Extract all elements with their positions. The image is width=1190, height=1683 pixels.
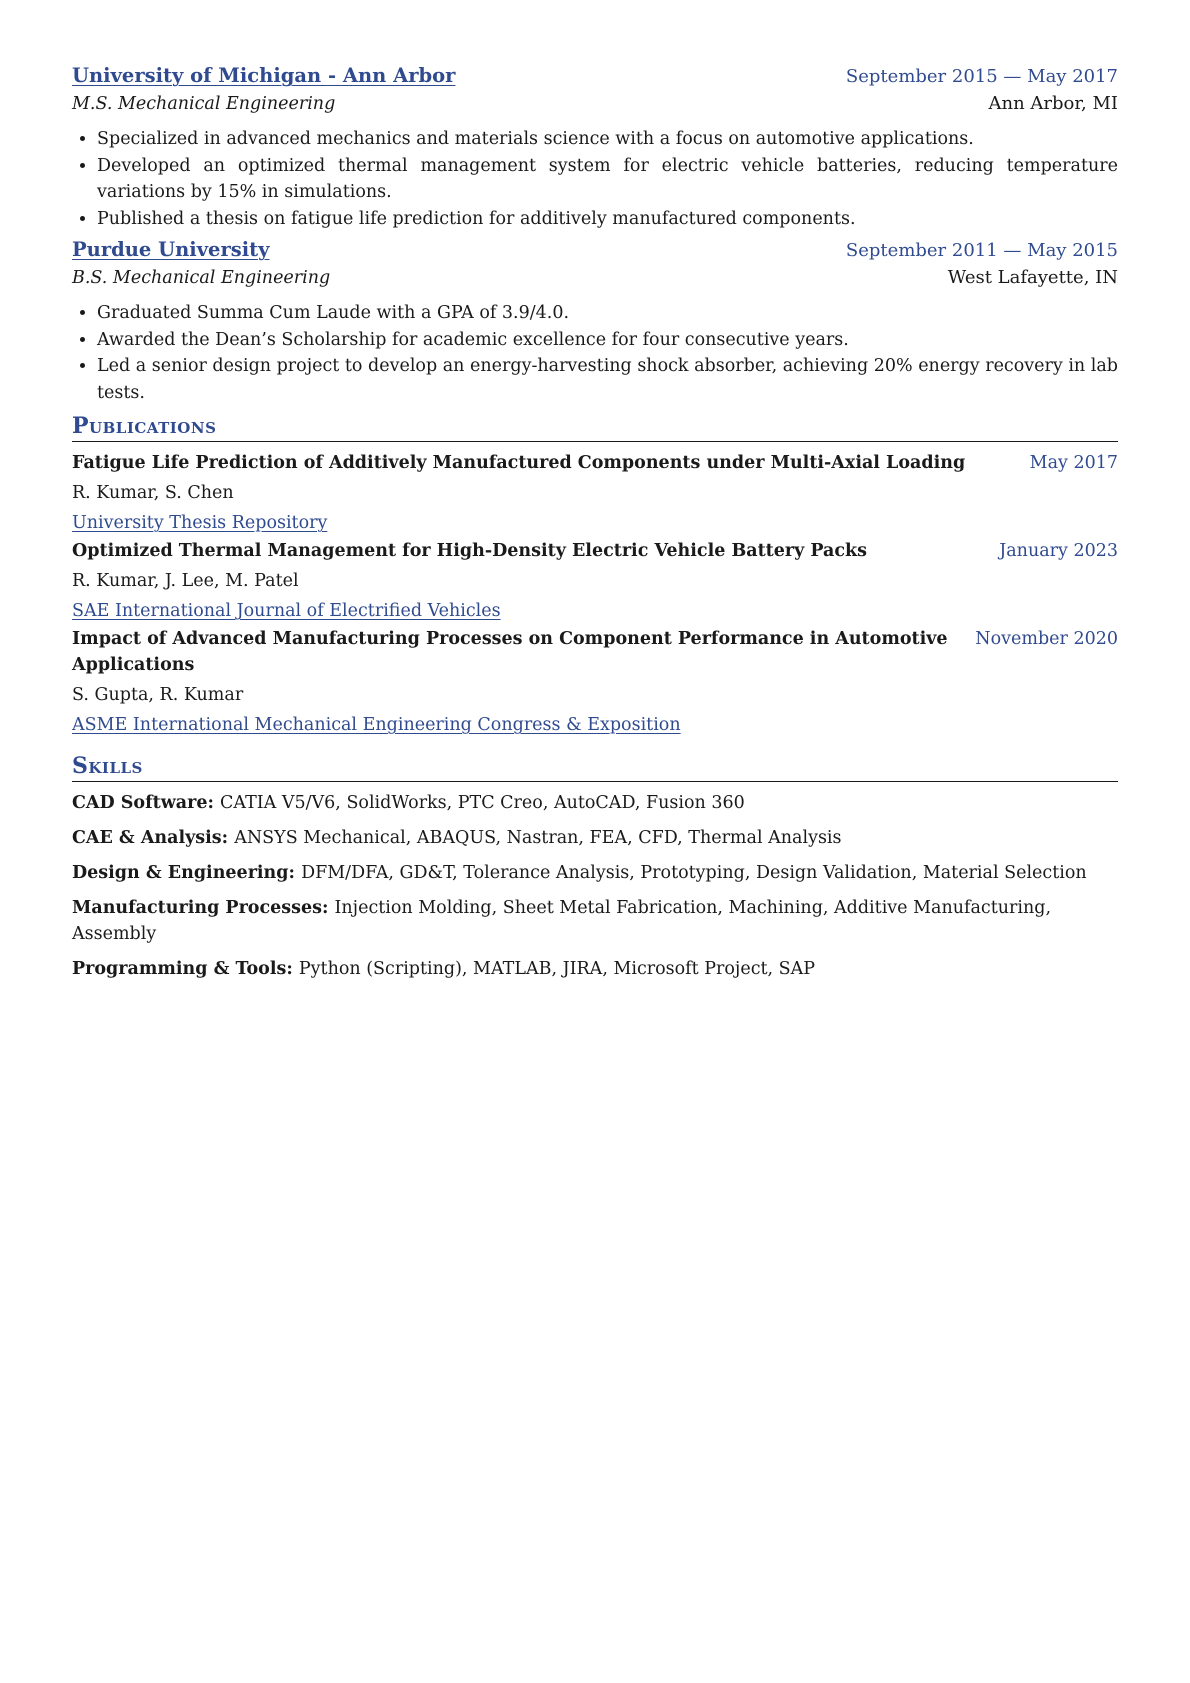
- skill-value: Python (Scripting), MATLAB, JIRA, Microsoft Project, SAP: [298, 959, 816, 979]
- publication-venue-link[interactable]: SAE International Journal of Electrified Vehicles: [72, 601, 501, 621]
- education-dates: September 2011 — May 2015: [845, 240, 1118, 261]
- publication-title: Optimized Thermal Management for High-Density Electric Vehicle Battery Packs: [72, 541, 868, 561]
- education-dates: September 2015 — May 2017: [845, 66, 1118, 87]
- publication-header-row: [72, 538, 1118, 564]
- skill-row: [72, 790, 1118, 816]
- publication-header-row: [72, 450, 1118, 476]
- list-item: • Led a senior design project to develop an energy-harvesting shock absorber, achieving 20% energy recovery in lab tests.: [97, 353, 1118, 406]
- skill-row: [72, 895, 1118, 947]
- education-header-row: [72, 62, 1118, 90]
- education-header-row: [72, 236, 1118, 264]
- publication-authors: R. Kumar, J. Lee, M. Patel: [72, 571, 299, 591]
- publication-date: November 2020: [975, 629, 1118, 649]
- skill-row: [72, 956, 1118, 982]
- list-item: • Developed an optimized thermal management system for electric vehicle batteries, reducing temperature variations by 15% in simulations.: [97, 153, 1118, 206]
- publication-date: May 2017: [1029, 453, 1118, 473]
- skill-value: CATIA V5/V6, SolidWorks, PTC Creo, AutoCAD, Fusion 360: [220, 793, 745, 813]
- education-subheader-row: [72, 90, 1118, 118]
- resume-page: [72, 62, 1118, 991]
- publication-authors: R. Kumar, S. Chen: [72, 483, 234, 503]
- skill-row: [72, 825, 1118, 851]
- location: West Lafayette, IN: [947, 267, 1118, 288]
- publication-venue-link[interactable]: ASME International Mechanical Engineering Congress & Exposition: [72, 715, 681, 735]
- publication-entry: [72, 450, 1118, 536]
- list-item: • Awarded the Dean’s Scholarship for academic excellence for four consecutive years.: [97, 327, 1118, 354]
- skills-heading: Skills: [72, 752, 1118, 782]
- list-item: • Graduated Summa Cum Laude with a GPA of 3.9/4.0.: [97, 300, 1118, 327]
- degree: B.S. Mechanical Engineering: [72, 268, 331, 288]
- skill-value: ANSYS Mechanical, ABAQUS, Nastran, FEA, CFD, Thermal Analysis: [234, 828, 842, 848]
- publication-entry: [72, 626, 1118, 738]
- skill-label: CAD Software:: [72, 793, 221, 813]
- skill-label: Programming & Tools:: [72, 959, 299, 979]
- publication-title: Fatigue Life Prediction of Additively Manufactured Components under Multi-Axial Loading: [72, 453, 966, 473]
- publication-venue-link[interactable]: University Thesis Repository: [72, 513, 328, 533]
- publication-header-row: [72, 626, 1118, 678]
- education-entry: [72, 62, 1118, 232]
- education-bullet-list: [72, 126, 1118, 232]
- degree: M.S. Mechanical Engineering: [72, 94, 336, 114]
- list-item: • Published a thesis on fatigue life prediction for additively manufactured components.: [97, 206, 1118, 233]
- skill-value: DFM/DFA, GD&T, Tolerance Analysis, Prototyping, Design Validation, Material Selection: [301, 863, 1087, 883]
- school-link[interactable]: University of Michigan - Ann Arbor: [72, 64, 456, 87]
- education-bullet-list: [72, 300, 1118, 406]
- publication-date: January 2023: [999, 541, 1118, 561]
- publication-title: Impact of Advanced Manufacturing Processes on Component Performance in Automotive Applications: [72, 629, 948, 675]
- skill-label: Manufacturing Processes:: [72, 898, 335, 918]
- publication-entry: [72, 538, 1118, 624]
- skill-value: Injection Molding, Sheet Metal Fabrication, Machining, Additive Manufacturing, Assembly: [72, 898, 1052, 944]
- publications-heading: Publications: [72, 412, 1118, 442]
- education-subheader-row: [72, 264, 1118, 292]
- skill-label: Design & Engineering:: [72, 863, 302, 883]
- school-link[interactable]: Purdue University: [72, 238, 270, 261]
- skill-row: [72, 860, 1118, 886]
- publication-authors: S. Gupta, R. Kumar: [72, 685, 244, 705]
- skill-label: CAE & Analysis:: [72, 828, 235, 848]
- education-entry: [72, 236, 1118, 406]
- location: Ann Arbor, MI: [988, 93, 1118, 114]
- list-item: • Specialized in advanced mechanics and materials science with a focus on automotive applications.: [97, 126, 1118, 153]
